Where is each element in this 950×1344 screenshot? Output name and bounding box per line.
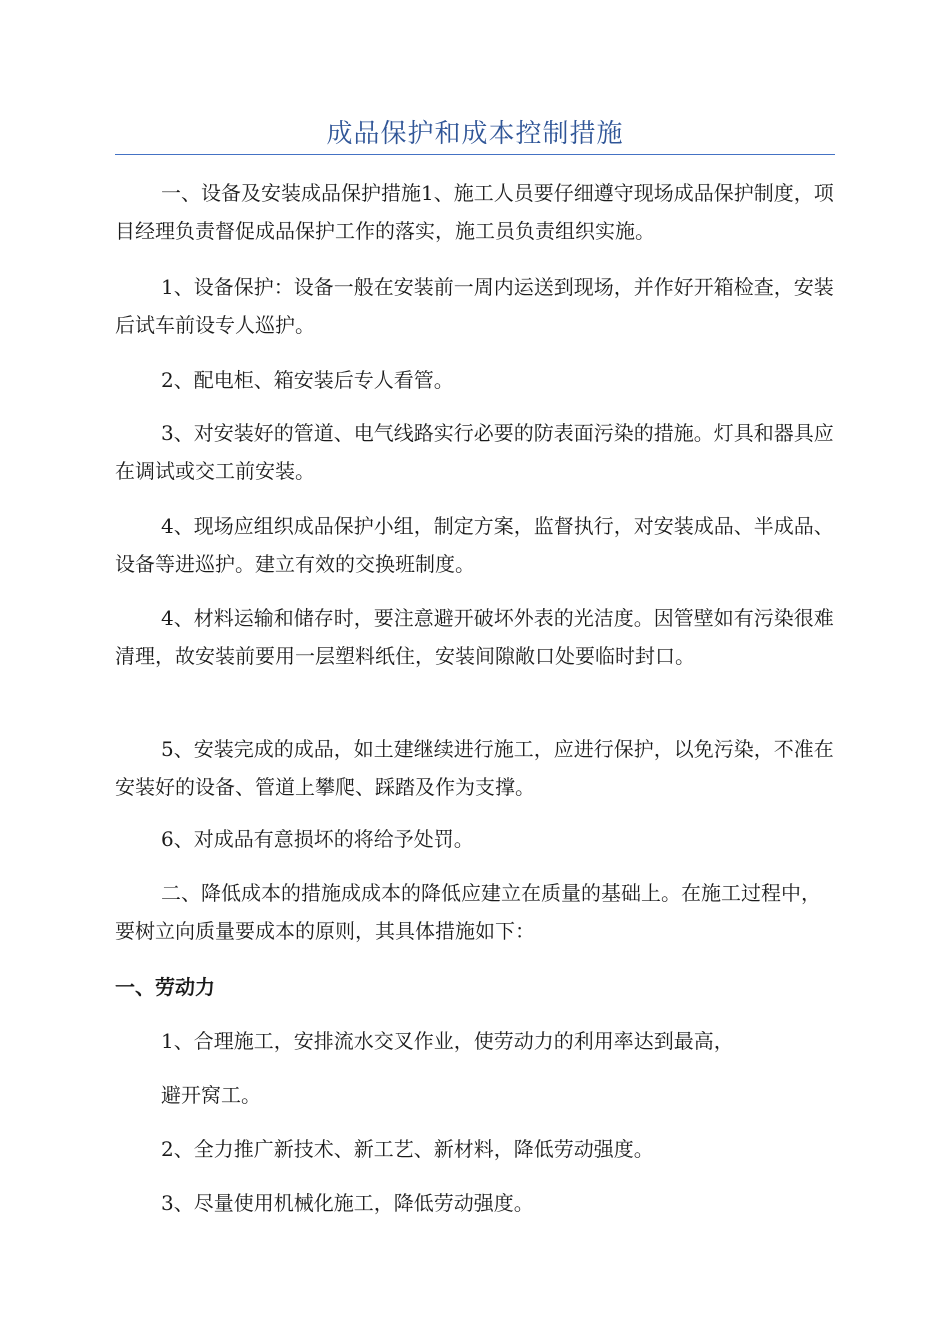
paragraph-9: 二、降低成本的措施成成本的降低应建立在质量的基础上。在施工过程中，要树立向质量要成本的原则，其具体措施如下： bbox=[115, 881, 821, 943]
labor-item-1: 1、合理施工，安排流水交叉作业，使劳动力的利用率达到最高， bbox=[161, 1029, 734, 1053]
section-heading-labor: 一、劳动力 bbox=[115, 975, 215, 999]
document-title: 成品保护和成本控制措施 bbox=[326, 119, 624, 149]
paragraph-6: 4、材料运输和储存时，要注意避开破坏外表的光洁度。因管壁如有污染很难清理，故安装前要用一层塑料纸住，安装间隙敞口处要临时封口。 bbox=[115, 606, 834, 668]
paragraph-7: 5、安装完成的成品，如土建继续进行施工，应进行保护，以免污染，不准在安装好的设备、管道上攀爬、踩踏及作为支撑。 bbox=[115, 737, 834, 799]
paragraph-5: 4、现场应组织成品保护小组，制定方案，监督执行，对安装成品、半成品、设备等进巡护。建立有效的交换班制度。 bbox=[115, 514, 834, 576]
paragraph-8: 6、对成品有意损坏的将给予处罚。 bbox=[161, 827, 474, 851]
title-underline bbox=[115, 154, 835, 155]
labor-item-3: 3、尽量使用机械化施工，降低劳动强度。 bbox=[161, 1191, 534, 1215]
paragraph-4: 3、对安装好的管道、电气线路实行必要的防表面污染的措施。灯具和器具应在调试或交工前安装。 bbox=[115, 421, 834, 483]
paragraph-3: 2、配电柜、箱安装后专人看管。 bbox=[161, 368, 454, 392]
labor-item-2: 2、全力推广新技术、新工艺、新材料，降低劳动强度。 bbox=[161, 1137, 654, 1161]
paragraph-2: 1、设备保护：设备一般在安装前一周内运送到现场，并作好开箱检查，安装后试车前设专人巡护。 bbox=[115, 275, 834, 337]
paragraph-1: 一、设备及安装成品保护措施1、施工人员要仔细遵守现场成品保护制度，项目经理负责督促成品保护工作的落实，施工员负责组织实施。 bbox=[115, 181, 834, 243]
labor-item-1-continued: 避开窝工。 bbox=[161, 1083, 261, 1107]
